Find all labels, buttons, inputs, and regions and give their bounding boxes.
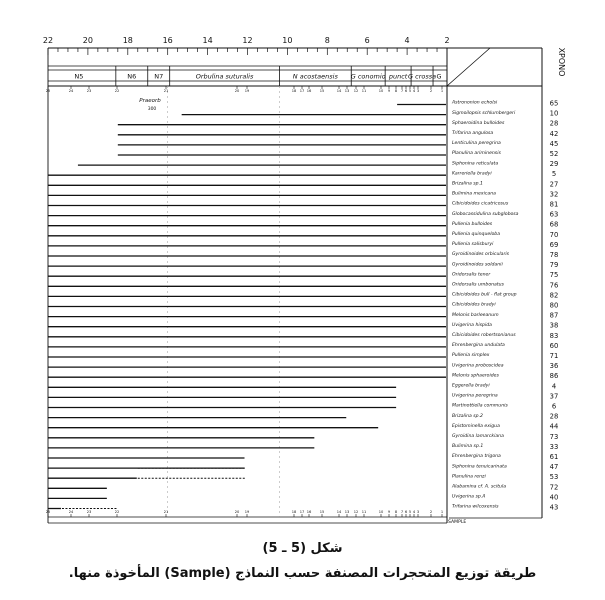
sample-tick-label: 8 — [394, 89, 398, 93]
species-number: 29 — [549, 160, 559, 169]
guide-lines — [168, 86, 280, 517]
top-axis-label: 6 — [364, 36, 370, 45]
sample-tick-label: 10 — [378, 510, 384, 514]
zone-label: punct — [388, 72, 408, 81]
top-axis-label: 20 — [82, 36, 93, 45]
species-number: 73 — [549, 432, 559, 441]
species-label: Trifarina wilcoxensis — [452, 504, 499, 510]
species-label: Epistominella exigua — [452, 423, 500, 429]
right-header — [557, 48, 566, 77]
sample-tick-label: 19 — [244, 89, 250, 93]
sample-tick-label: 20 — [234, 510, 240, 514]
species-number: 86 — [549, 372, 559, 381]
species-number: 87 — [549, 311, 559, 320]
species-label: Pullenia bulloides — [452, 221, 493, 227]
species-number: 47 — [549, 463, 559, 472]
top-axis-label: 4 — [404, 36, 410, 45]
annotation-sub: 300 — [147, 107, 157, 112]
species-label: Lenticulina peregrina — [452, 141, 501, 147]
species-number: 6 — [551, 402, 557, 411]
species-label: Astrononion echolsi — [452, 100, 498, 106]
sample-axis-bottom — [46, 510, 443, 517]
species-number: 72 — [549, 483, 559, 492]
species-number: 65 — [549, 99, 559, 108]
species-number: 53 — [549, 473, 559, 482]
species-label: Karreriella bradyi — [452, 171, 492, 177]
sample-tick-label: 9 — [387, 510, 391, 514]
species-number: 28 — [549, 412, 559, 421]
sample-tick-label: 5 — [408, 89, 412, 93]
sample-tick-label: 5 — [408, 510, 412, 514]
species-label: Gyroidinoides orbicularis — [452, 252, 510, 258]
species-label: Uvigerina sp.A — [452, 494, 486, 500]
species-number: 79 — [549, 261, 559, 270]
species-number: 37 — [549, 392, 559, 401]
species-label: Cibicidoides robertsonianus — [452, 333, 516, 338]
sample-tick-label: 7 — [400, 89, 404, 93]
species-label: Melonis barleeanum — [452, 312, 499, 318]
species-number: 52 — [549, 150, 559, 158]
species-label: Pullenia simplex — [452, 353, 490, 359]
species-number: 71 — [549, 352, 559, 360]
species-number: 61 — [549, 453, 559, 461]
species-number: 36 — [549, 362, 559, 371]
species-label: Martinottiella communis — [452, 403, 508, 409]
zone-row — [74, 66, 441, 86]
sample-tick-label: 11 — [361, 89, 367, 93]
sample-tick-label: 3 — [416, 89, 420, 93]
sample-tick-label: 14 — [336, 89, 342, 93]
species-label: Siphonina reticulata — [452, 161, 499, 167]
sample-tick-label: 2 — [429, 89, 433, 93]
annotation — [139, 98, 161, 112]
species-label: Ehrenbergina undulata — [452, 343, 505, 349]
species-number: 80 — [549, 301, 559, 310]
sample-tick-label: 2 — [429, 510, 433, 514]
species-number: 78 — [549, 251, 559, 259]
species-number: 43 — [549, 503, 559, 512]
sample-tick-label: 24 — [68, 89, 74, 93]
species-label: Siphonina tenuicarinata — [452, 464, 507, 470]
species-label: Brizalina sp.2 — [452, 413, 483, 419]
sample-tick-label: 17 — [299, 89, 305, 93]
sample-tick-label: 3 — [416, 510, 420, 514]
species-number: 40 — [549, 493, 559, 502]
header-diagonal — [447, 48, 490, 86]
sample-tick-label: 18 — [291, 89, 297, 93]
species-label: Gyroidina lamarckiana — [452, 434, 504, 439]
species-number: 10 — [549, 109, 559, 118]
species-label: Uvigerina proboscidea — [452, 363, 504, 369]
sample-tick-label: 11 — [361, 510, 367, 514]
species-number: 76 — [549, 281, 559, 290]
top-axis-label: 12 — [242, 36, 253, 45]
species-number: 75 — [549, 271, 559, 280]
species-number: 5 — [551, 170, 557, 179]
top-axis — [43, 36, 450, 55]
annotation-label: Praeorb — [139, 98, 161, 104]
species-number: 63 — [549, 210, 559, 219]
sample-tick-label: 6 — [404, 510, 408, 514]
sample-tick-label: 16 — [306, 510, 312, 514]
sample-tick-label: 23 — [86, 89, 92, 93]
species-number: 4 — [551, 382, 557, 391]
species-number: 28 — [549, 119, 559, 128]
sample-tick-label: 14 — [336, 510, 342, 514]
sample-tick-label: 19 — [244, 510, 250, 514]
species-label: Globocassidulina subglobosa — [452, 211, 519, 217]
species-number: 68 — [549, 220, 559, 229]
figure-caption: طريقة توزيع المتحجرات المصنفة حسب النماذج (Sample) المأخوذة منها. — [68, 566, 537, 581]
sample-tick-label: 4 — [412, 510, 416, 514]
zone-label: G — [436, 72, 442, 81]
species-number: 83 — [549, 331, 559, 340]
top-axis-label: 22 — [42, 36, 54, 45]
species-label: Cibicidoides cicatricosus — [452, 201, 509, 207]
species-number: 45 — [549, 139, 559, 148]
species-label: Sphaeroidina bulloides — [452, 120, 505, 126]
zone-label: G conomio — [350, 72, 386, 81]
sample-tick-label: 22 — [114, 89, 120, 93]
sample-tick-label: 25 — [45, 89, 51, 93]
sample-tick-label: 21 — [163, 510, 169, 514]
sample-tick-label: 7 — [400, 510, 404, 514]
sample-tick-label: 12 — [353, 510, 359, 514]
species-label: Pullenia salisburyi — [452, 242, 494, 248]
species-label: Melonis sphaeroides — [452, 373, 499, 379]
species-label: Trifarina angulosa — [452, 131, 494, 136]
sample-tick-label: 9 — [387, 89, 391, 93]
right-header-label: ΧΡΟΝΟ — [557, 47, 566, 77]
zone-label: N5 — [74, 72, 84, 81]
sample-tick-label: 1 — [440, 89, 444, 93]
species-label: Pullenia quinqueloba — [452, 232, 501, 237]
sample-tick-label: 8 — [394, 510, 398, 514]
species-label: Sigmoilopsis schlumbergeri — [452, 110, 516, 116]
species-number: 42 — [549, 129, 559, 138]
species-number: 38 — [549, 321, 559, 330]
species-number: 70 — [549, 230, 559, 239]
sample-tick-label: 4 — [412, 89, 416, 93]
top-axis-label: 16 — [162, 36, 173, 45]
species-number: 32 — [549, 190, 559, 199]
sample-tick-label: 1 — [440, 510, 444, 514]
species-label: Alabamina cf. A. scitula — [452, 484, 507, 490]
sample-tick-label: 13 — [344, 89, 350, 93]
sample-axis-top — [46, 86, 443, 93]
species-number: 60 — [549, 341, 559, 350]
top-axis-label: 14 — [202, 36, 213, 45]
zone-label: Orbulina suturalis — [195, 72, 254, 81]
top-axis-label: 2 — [444, 36, 450, 45]
species-label: Gyroidinoides soldanii — [452, 262, 503, 268]
species-label: Uvigerina hispida — [452, 322, 492, 328]
zone-label: G crossa — [408, 72, 437, 81]
species-number: 44 — [549, 422, 559, 431]
sample-tick-label: 15 — [319, 89, 325, 93]
species-numbers — [550, 100, 559, 512]
sample-tick-label: 10 — [378, 89, 384, 93]
species-label: Cibicidoides bradyi — [452, 302, 496, 308]
species-number: 33 — [549, 442, 559, 451]
sample-tick-label: 20 — [234, 89, 240, 93]
top-axis-label: 10 — [282, 36, 293, 45]
species-number: 27 — [549, 180, 559, 189]
species-number: 82 — [549, 291, 559, 300]
species-number: 69 — [549, 240, 559, 249]
species-label: Brizalina sp.1 — [452, 181, 483, 187]
zone-label: N acostaensis — [292, 72, 338, 81]
species-label: Bulimina mexicana — [452, 191, 496, 197]
species-label: Oridorsalis umbonatus — [452, 282, 504, 288]
species-label: Bulimina sp.1 — [452, 444, 484, 450]
sample-tick-label: 15 — [319, 510, 325, 514]
species-labels — [451, 100, 519, 510]
sample-tick-label: 17 — [299, 510, 305, 514]
top-axis-label: 18 — [122, 36, 133, 45]
sample-tick-label: 18 — [291, 510, 297, 514]
range-bars — [48, 105, 446, 509]
sample-tick-label: 24 — [68, 510, 74, 514]
sample-tick-label: 6 — [404, 89, 408, 93]
species-label: Planulina renzi — [452, 474, 486, 480]
species-label: Oridorsalis tener — [452, 272, 491, 278]
figure-number: شكل (5 ـ 5) — [262, 541, 343, 556]
sample-tick-label: 16 — [306, 89, 312, 93]
species-label: Planulina ariminensis — [452, 151, 501, 157]
species-label: Eggerella bradyi — [452, 383, 490, 389]
sample-tick-label: 12 — [353, 89, 359, 93]
sample-tick-label: 22 — [114, 510, 120, 514]
sample-tick-label: 25 — [45, 510, 51, 514]
species-label: Cibicidoides bull - flat group — [452, 292, 517, 298]
sample-tick-label: 21 — [163, 89, 169, 93]
species-label: Ehrenbergina trigona — [452, 454, 501, 460]
species-number: 81 — [549, 200, 559, 209]
species-label: Uvigerina peregrina — [452, 393, 498, 399]
sample-tick-label: 13 — [344, 510, 350, 514]
zone-label: N7 — [154, 72, 164, 81]
sample-tick-label: 23 — [86, 510, 92, 514]
zone-label: N6 — [127, 72, 137, 81]
sample-label: SAMPLE — [448, 520, 467, 525]
top-axis-label: 8 — [324, 36, 330, 45]
